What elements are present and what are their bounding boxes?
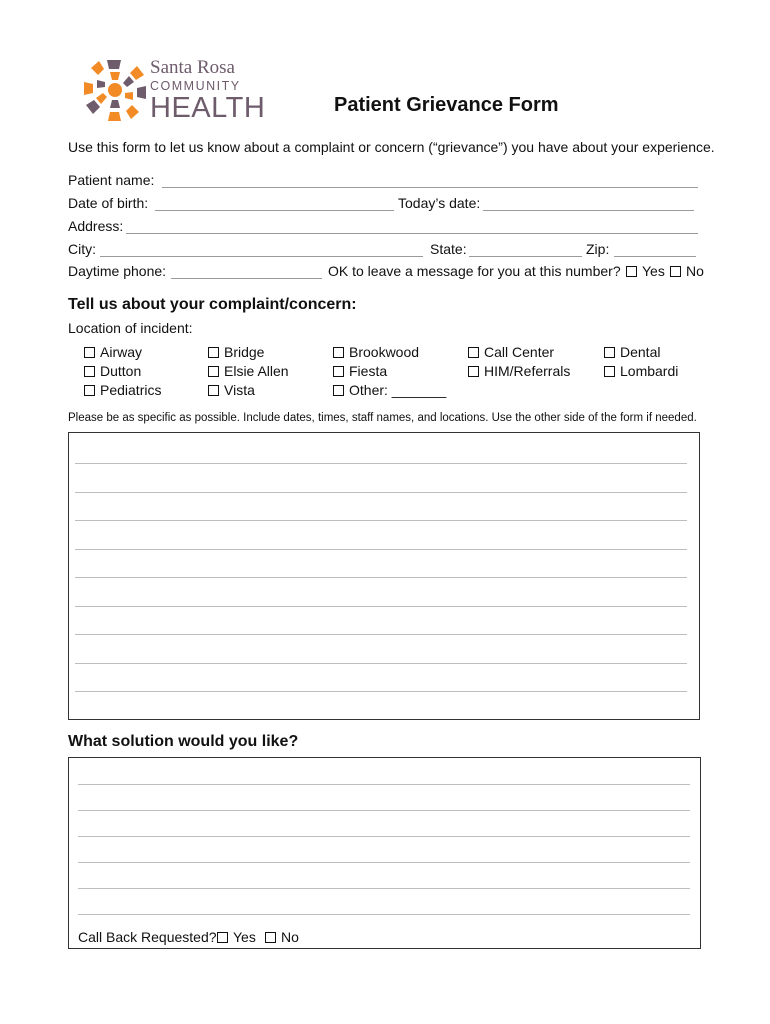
logo-line2: COMMUNITY [150,79,241,93]
location-option-label: HIM/Referrals [484,363,571,379]
checkbox-icon[interactable] [84,366,95,377]
location-option[interactable] [208,382,255,398]
checkbox-icon[interactable] [333,366,344,377]
zip-field[interactable] [614,256,696,257]
location-option[interactable] [208,363,289,379]
patient-name-label: Patient name: [68,172,155,188]
state-field[interactable] [469,256,582,257]
writing-line [75,492,687,493]
yes-label: Yes [233,929,256,945]
writing-line [78,810,690,811]
checkbox-icon[interactable] [84,385,95,396]
todays-date-field[interactable] [483,210,694,211]
logo-line3: HEALTH [150,91,266,124]
ok-message-no[interactable] [670,263,704,279]
location-option-label: Bridge [224,344,265,360]
location-option-label: Dutton [100,363,142,379]
state-label: State: [430,241,467,257]
patient-name-field[interactable] [162,187,698,188]
location-option[interactable] [84,363,141,379]
writing-line [75,549,687,550]
checkbox-icon[interactable] [333,385,344,396]
location-option-label: Pediatrics [100,382,162,398]
location-option[interactable] [468,344,554,360]
daytime-phone-label: Daytime phone: [68,263,167,279]
solution-heading: What solution would you like? [68,733,299,750]
writing-line [75,577,687,578]
writing-line [78,784,690,785]
city-label: City: [68,241,96,257]
checkbox-icon[interactable] [84,347,95,358]
writing-line [75,634,687,635]
location-option[interactable] [84,382,161,398]
location-option[interactable] [333,344,419,360]
location-option-label: Airway [100,344,143,360]
logo-line1: Santa Rosa [150,57,235,78]
location-option[interactable] [333,363,387,379]
ok-message-yes[interactable] [626,263,665,279]
complaint-heading: Tell us about your complaint/concern: [68,296,357,313]
checkbox-icon[interactable] [626,266,637,277]
instructions-text: Please be as specific as possible. Include dates, times, staff names, and locations. Use the other side of the form if needed. [68,412,697,424]
writing-line [75,663,687,664]
location-option[interactable] [604,344,660,360]
writing-line [75,606,687,607]
daytime-phone-field[interactable] [171,278,322,279]
no-label: No [686,263,704,279]
checkbox-icon[interactable] [468,366,479,377]
checkbox-icon[interactable] [604,366,615,377]
location-option-label: Vista [224,382,255,398]
logo-sunburst-icon [84,58,146,122]
location-option-label: Lombardi [620,363,679,379]
location-option-label: Brookwood [349,344,420,360]
yes-label: Yes [642,263,665,279]
checkbox-icon[interactable] [208,385,219,396]
checkbox-icon[interactable] [333,347,344,358]
no-label: No [281,929,299,945]
location-option[interactable] [333,382,446,398]
intro-text: Use this form to let us know about a complaint or concern (“grievance”) you have about your experience. [68,139,715,155]
writing-line [75,691,687,692]
checkbox-icon[interactable] [468,347,479,358]
solution-textarea[interactable] [68,757,701,949]
location-label: Location of incident: [68,320,193,336]
dob-label: Date of birth: [68,195,149,211]
checkbox-icon[interactable] [208,347,219,358]
checkbox-icon[interactable] [217,932,228,943]
location-option[interactable] [208,344,264,360]
checkbox-icon[interactable] [604,347,615,358]
writing-line [75,520,687,521]
location-option-label: Other: _______ [349,382,447,398]
city-field[interactable] [100,256,423,257]
complaint-textarea[interactable] [68,432,700,720]
address-field[interactable] [126,233,698,234]
location-option-label: Elsie Allen [224,363,289,379]
checkbox-icon[interactable] [265,932,276,943]
writing-line [78,836,690,837]
zip-label: Zip: [586,241,610,257]
todays-date-label: Today’s date: [398,195,481,211]
location-option[interactable] [604,363,678,379]
location-option[interactable] [468,363,570,379]
writing-line [75,463,687,464]
location-option-label: Call Center [484,344,555,360]
dob-field[interactable] [155,210,394,211]
writing-line [78,914,690,915]
location-option-label: Fiesta [349,363,388,379]
writing-line [78,888,690,889]
checkbox-icon[interactable] [670,266,681,277]
location-option[interactable] [84,344,142,360]
logo [84,57,266,128]
ok-message-label: OK to leave a message for you at this number? [328,263,621,279]
writing-line [78,862,690,863]
location-option-label: Dental [620,344,661,360]
callback-no[interactable] [265,929,299,945]
callback-label: Call Back Requested? [78,929,217,945]
address-label: Address: [68,218,124,234]
checkbox-icon[interactable] [208,366,219,377]
page-title: Patient Grievance Form [334,94,559,116]
callback-yes[interactable] [217,929,256,945]
